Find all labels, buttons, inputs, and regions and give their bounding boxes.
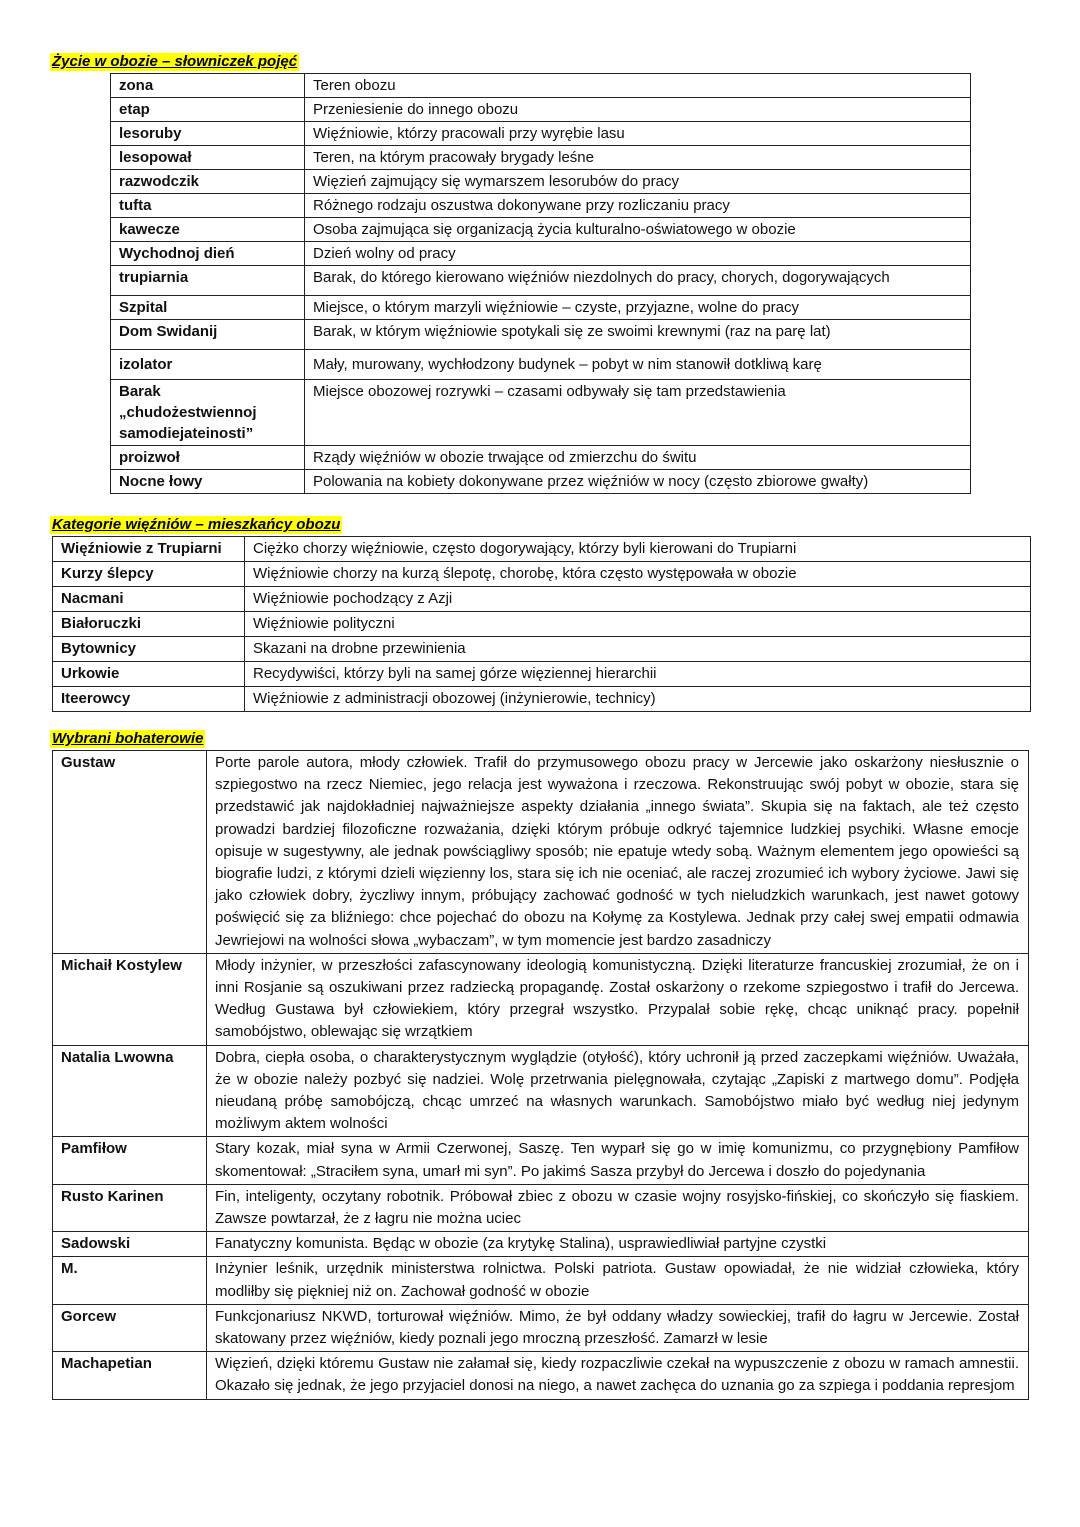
table-row xyxy=(111,122,971,146)
table-row xyxy=(53,751,1029,954)
table-row xyxy=(53,637,1031,662)
definition-cell: Barak, w którym więźniowie spotykali się ze swoimi krewnymi (raz na parę lat) xyxy=(305,320,971,350)
definition-cell: Teren obozu xyxy=(305,74,971,98)
section-heading-glossary: Życie w obozie – słowniczek pojęć xyxy=(52,53,298,70)
term-cell: Bytownicy xyxy=(53,637,245,662)
table-row xyxy=(111,170,971,194)
prisoner-categories-table xyxy=(52,536,1031,712)
table-row xyxy=(53,953,1029,1045)
character-name-cell: Rusto Karinen xyxy=(53,1184,207,1231)
character-name-cell: Natalia Lwowna xyxy=(53,1045,207,1137)
term-cell: lesopował xyxy=(111,146,305,170)
term-cell: razwodczik xyxy=(111,170,305,194)
table-row xyxy=(111,350,971,380)
table-row xyxy=(111,320,971,350)
table-row xyxy=(53,1352,1029,1399)
character-name-cell: Sadowski xyxy=(53,1232,207,1257)
character-name-cell: Michaił Kostylew xyxy=(53,953,207,1045)
character-description-cell: Porte parole autora, młody człowiek. Trafił do przymusowego obozu pracy w Jercewie jako oskarżony niesłusznie o szpiegostwo na rzecz Niemiec, jego relacja jest wyważona i rzeczowa. Rekonstruując swój pobyt w obozie, stara się przedstawić jak najdokładniej najważniejsze aspekty działania „innego świata”. Skupia się na faktach, ale też często prowadzi bardziej filozoficzne rozważania, dzięki którym próbuje odkryć tajemnice ludzkiej psychiki. Własne emocje opisuje w sugestywny, ale jednak powściągliwy sposób; nie epatuje wtedy sobą. Ważnym elementem jego opowieści są biografie ludzi, z którymi dzieli więzienny los, stara się ich nie oceniać, ale raczej zrozumieć ich wybory życiowe. Jawi się jako człowiek dobry, życzliwy innym, próbujący zachować godność w tych nieludzkich warunkach, jest nawet gotowy poświęcić się za bliźniego: chce pojechać do obozu na Kołymę za Kostylewa. Jednak przy całej swej empatii odmawia Jewriejowi na wolności słowa „wybaczam”, w tym momencie jest bardzo zasadniczy xyxy=(207,751,1029,954)
table-row xyxy=(111,296,971,320)
definition-cell: Więźniowie pochodzący z Azji xyxy=(245,587,1031,612)
definition-cell: Mały, murowany, wychłodzony budynek – pobyt w nim stanowił dotkliwą karę xyxy=(305,350,971,380)
term-cell: Nocne łowy xyxy=(111,470,305,494)
term-cell: Iteerowcy xyxy=(53,687,245,712)
table-row xyxy=(53,687,1031,712)
table-row xyxy=(53,1257,1029,1304)
definition-cell: Rządy więźniów w obozie trwające od zmierzchu do świtu xyxy=(305,446,971,470)
term-cell: Urkowie xyxy=(53,662,245,687)
definition-cell: Miejsce obozowej rozrywki – czasami odbywały się tam przedstawienia xyxy=(305,380,971,446)
character-name-cell: Gorcew xyxy=(53,1304,207,1351)
definition-cell: Recydywiści, którzy byli na samej górze więziennej hierarchii xyxy=(245,662,1031,687)
term-cell: tufta xyxy=(111,194,305,218)
term-cell: Białoruczki xyxy=(53,612,245,637)
table-row xyxy=(111,98,971,122)
term-cell: Więźniowie z Trupiarni xyxy=(53,537,245,562)
definition-cell: Osoba zajmująca się organizacją życia kulturalno-oświatowego w obozie xyxy=(305,218,971,242)
table-row xyxy=(111,218,971,242)
character-name-cell: Pamfiłow xyxy=(53,1137,207,1184)
table-row xyxy=(53,1137,1029,1184)
table-row xyxy=(53,662,1031,687)
table-row xyxy=(111,74,971,98)
definition-cell: Więźniowie chorzy na kurzą ślepotę, chorobę, która często występowała w obozie xyxy=(245,562,1031,587)
term-cell: proizwoł xyxy=(111,446,305,470)
term-cell: Wychodnoj dień xyxy=(111,242,305,266)
definition-cell: Miejsce, o którym marzyli więźniowie – czyste, przyjazne, wolne do pracy xyxy=(305,296,971,320)
character-name-cell: Gustaw xyxy=(53,751,207,954)
term-cell: etap xyxy=(111,98,305,122)
character-description-cell: Inżynier leśnik, urzędnik ministerstwa rolnictwa. Polski patriota. Gustaw opowiadał, że nie widział człowieka, który modliłby się piękniej niż on. Zachował godność w obozie xyxy=(207,1257,1029,1304)
term-cell: izolator xyxy=(111,350,305,380)
definition-cell: Polowania na kobiety dokonywane przez więźniów w nocy (często zbiorowe gwałty) xyxy=(305,470,971,494)
term-cell: zona xyxy=(111,74,305,98)
table-row xyxy=(53,1184,1029,1231)
table-row xyxy=(111,380,971,446)
definition-cell: Więźniowie, którzy pracowali przy wyrębie lasu xyxy=(305,122,971,146)
definition-cell: Różnego rodzaju oszustwa dokonywane przy rozliczaniu pracy xyxy=(305,194,971,218)
term-cell: Kurzy ślepcy xyxy=(53,562,245,587)
definition-cell: Więźniowie z administracji obozowej (inżynierowie, technicy) xyxy=(245,687,1031,712)
term-cell: lesoruby xyxy=(111,122,305,146)
glossary-table xyxy=(110,73,971,494)
term-cell: Dom Swidanij xyxy=(111,320,305,350)
characters-table xyxy=(52,750,1029,1400)
character-description-cell: Fanatyczny komunista. Będąc w obozie (za krytykę Stalina), usprawiedliwiał partyjne czystki xyxy=(207,1232,1029,1257)
character-description-cell: Fin, inteligenty, oczytany robotnik. Próbował zbiec z obozu w czasie wojny rosyjsko-fińskiej, co skończyło się fiaskiem. Zawsze powtarzał, że z łagru nie można uciec xyxy=(207,1184,1029,1231)
definition-cell: Teren, na którym pracowały brygady leśne xyxy=(305,146,971,170)
character-description-cell: Młody inżynier, w przeszłości zafascynowany ideologią komunistyczną. Dzięki literaturze francuskiej zrozumiał, że on i inni Rosjanie są oszukiwani przez radziecką propagandę. Został oskarżony o rzekome szpiegostwo i trafił do Jercewa. Według Gustawa był człowiekiem, który przegrał wszystko. Przypalał sobie rękę, chcąc uniknąć pracy. popełnił samobójstwo, oblewając się wrzątkiem xyxy=(207,953,1029,1045)
table-row xyxy=(111,146,971,170)
table-row xyxy=(53,562,1031,587)
term-cell: Nacmani xyxy=(53,587,245,612)
definition-cell: Więźniowie polityczni xyxy=(245,612,1031,637)
definition-cell: Więzień zajmujący się wymarszem lesorubów do pracy xyxy=(305,170,971,194)
term-cell: kawecze xyxy=(111,218,305,242)
table-row xyxy=(53,1045,1029,1137)
table-row xyxy=(111,242,971,266)
table-row xyxy=(53,587,1031,612)
character-description-cell: Stary kozak, miał syna w Armii Czerwonej, Saszę. Ten wyparł się go w imię komunizmu, co przygnębiony Pamfiłow skomentował: „Straciłem syna, umarł mi syn”. Po jakimś Sasza przybył do Jercewa i doszło do pojedynania xyxy=(207,1137,1029,1184)
table-row xyxy=(53,537,1031,562)
definition-cell: Ciężko chorzy więźniowie, często dogorywający, którzy byli kierowani do Trupiarni xyxy=(245,537,1031,562)
table-row xyxy=(53,1232,1029,1257)
term-cell: Szpital xyxy=(111,296,305,320)
definition-cell: Dzień wolny od pracy xyxy=(305,242,971,266)
term-cell: trupiarnia xyxy=(111,266,305,296)
character-name-cell: Machapetian xyxy=(53,1352,207,1399)
character-description-cell: Więzień, dzięki któremu Gustaw nie załamał się, kiedy rozpaczliwie czekał na wypuszczenie z obozu w ramach amnestii. Okazało się jednak, że jego przyjaciel donosi na niego, a nawet zachęca do uznania go za szpiega i poddania represjom xyxy=(207,1352,1029,1399)
table-row xyxy=(53,612,1031,637)
table-row xyxy=(53,1304,1029,1351)
section-heading-characters: Wybrani bohaterowie xyxy=(52,730,204,747)
definition-cell: Przeniesienie do innego obozu xyxy=(305,98,971,122)
table-row xyxy=(111,266,971,296)
table-row xyxy=(111,194,971,218)
section-heading-prisoner-categories: Kategorie więźniów – mieszkańcy obozu xyxy=(52,516,341,533)
definition-cell: Barak, do którego kierowano więźniów niezdolnych do pracy, chorych, dogorywających xyxy=(305,266,971,296)
term-cell: Barak „chudożestwiennoj samodiejateinosti” xyxy=(111,380,305,446)
table-row xyxy=(111,470,971,494)
character-description-cell: Dobra, ciepła osoba, o charakterystycznym wyglądzie (otyłość), który uchronił ją przed zaczepkami więźniów. Uważała, że w obozie należy pozbyć się nadziei. Wolę przetrwania pielęgnowała, czytając „Zapiski z martwego domu”. Podjęła nieudaną próbę samobójczą, chcąc umrzeć na własnych warunkach. Samobójstwo miało być według niej jedynym możliwym aktem wolności xyxy=(207,1045,1029,1137)
character-name-cell: M. xyxy=(53,1257,207,1304)
character-description-cell: Funkcjonariusz NKWD, torturował więźniów. Mimo, że był oddany władzy sowieckiej, trafił do łagru w Jercewie. Został skatowany przez więźniów, kiedy poznali jego mroczną przeszłość. Zamarzł w lesie xyxy=(207,1304,1029,1351)
table-row xyxy=(111,446,971,470)
definition-cell: Skazani na drobne przewinienia xyxy=(245,637,1031,662)
